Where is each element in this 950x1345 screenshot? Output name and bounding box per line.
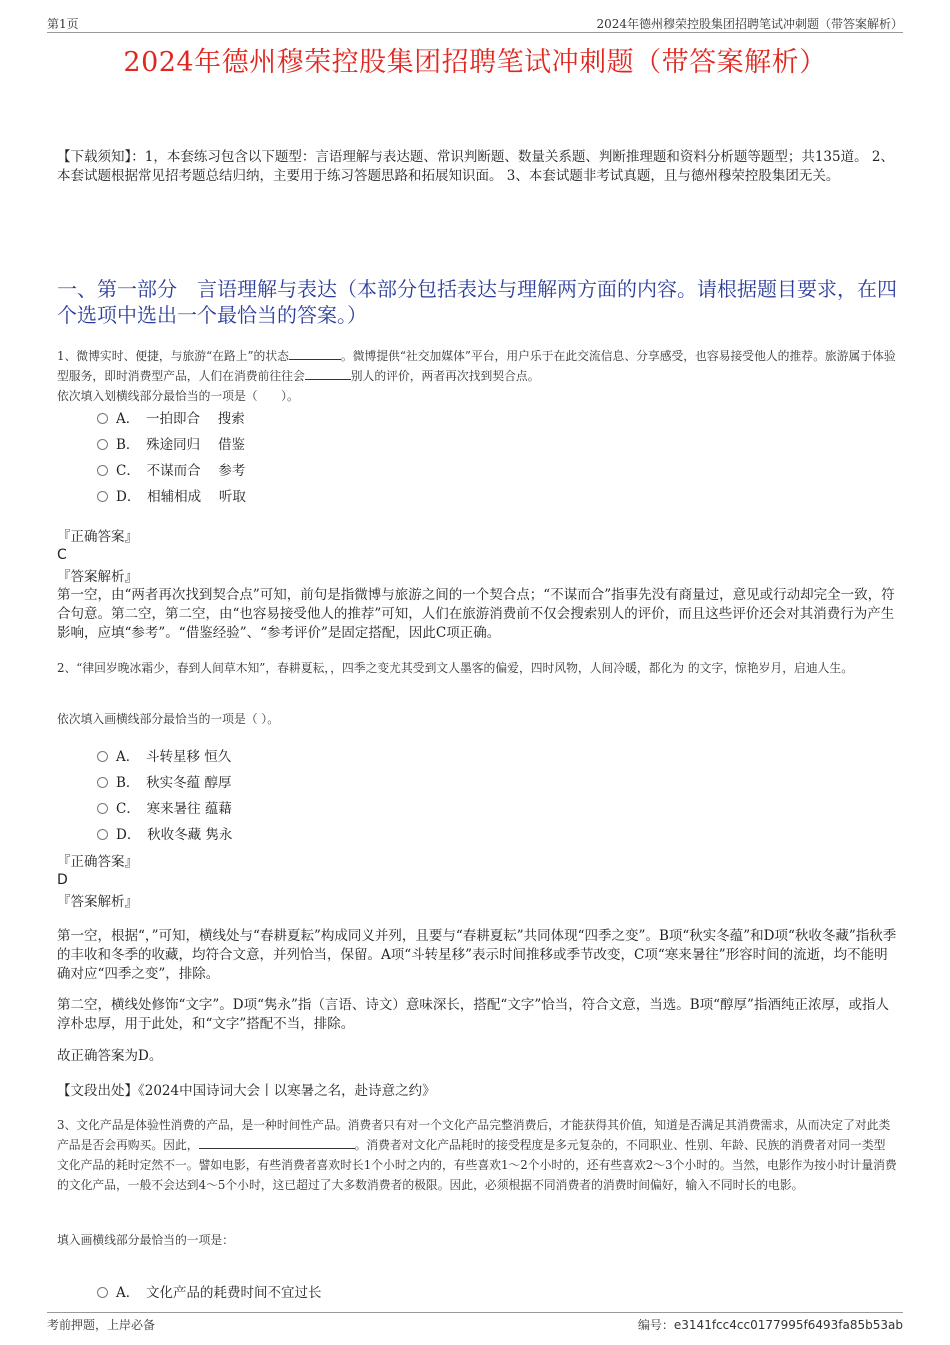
question-2-analysis-3: 故正确答案为D。 (57, 1048, 163, 1064)
question-3-blank (199, 1136, 355, 1149)
question-1-text: 1、微博实时、便捷，与旅游“在路上”的状态 。微博提供“社交加媒体”平台，用户乐于在此交流信息、分享感受，也容易接受他人的推荐。旅游属于体验型服务，即时消费型产品，人们在消费前往往会 别人的评价，两者再次找到契合点。 (57, 349, 896, 383)
radio-icon[interactable] (97, 491, 108, 502)
question-3-text: 3、文化产品是体验性消费的产品，是一种时间性产品。消费者只有对一个文化产品完整消费后，才能获得其价值，知道是否满足其消费需求，从而决定了对此类产品是否会再购买。因此， 。消费者对文化产品耗时的接受程度是多元复杂的，不同职业、性别、年龄、民族的消费者对同一类型文化产品的耗时定然不一。譬如电影，有些消费者喜欢时长1个小时之内的，有些喜欢1～2个小时的，还有些喜欢2～3个小时的。当然，电影作为按小时计量消费的文化产品，一般不会达到4～5个小时，这已超过了大多数消费者的极限。因此，必须根据不同消费者的消费时间偏好，输入不同时长的电影。 (57, 1118, 897, 1192)
question-1-option-a[interactable]: A． 一拍即合 搜索 (97, 409, 245, 429)
footer-code: 编号：e3141fcc4cc0177995f6493fa85b53ab (637, 1318, 903, 1332)
question-1-option-c[interactable]: C． 不谋而合 参考 (97, 461, 245, 481)
header-doc-title: 2024年德州穆荣控股集团招聘笔试冲刺题（带答案解析） (596, 17, 903, 31)
question-3-option-a[interactable]: A． 文化产品的耗费时间不宜过长 (97, 1283, 322, 1303)
question-2-option-c[interactable]: C． 寒来暑往 蕴藉 (97, 799, 232, 819)
page-header (47, 12, 903, 33)
question-1-blank-1 (289, 347, 341, 360)
radio-icon[interactable] (97, 803, 108, 814)
question-2-answer: D (57, 872, 68, 888)
question-2-answer-label: 『正确答案』 (57, 854, 138, 870)
question-2-option-a[interactable]: A． 斗转星移 恒久 (97, 747, 231, 767)
question-1-option-b[interactable]: B． 殊途同归 借鉴 (97, 435, 245, 455)
question-2-source: 【文段出处】《2024中国诗词大会丨以寒暑之名，赴诗意之约》 (57, 1083, 436, 1099)
radio-icon[interactable] (97, 465, 108, 476)
question-3-prompt: 填入画横线部分最恰当的一项是： (57, 1233, 234, 1247)
radio-icon[interactable] (97, 1287, 108, 1298)
footer-slogan: 考前押题，上岸必备 (47, 1318, 156, 1332)
question-1-answer: C (57, 547, 67, 563)
radio-icon[interactable] (97, 413, 108, 424)
question-2-analysis-2: 第二空，横线处修饰“文字”。D项“隽永”指（言语、诗文）意味深长，搭配“文字”恰当，符合文意，当选。B项“醇厚”指酒纯正浓厚，或指人淳朴忠厚，用于此处，和“文字”搭配不当，排除。 (57, 997, 889, 1032)
question-1-analysis: 第一空，由“两者再次找到契合点”可知，前句是指微博与旅游之间的一个契合点；“不谋而合”指事先没有商量过，意见或行动却完全一致，符合句意。第二空，第二空，由“也容易接受他人的推荐”可知，人们在旅游消费前不仅会搜索别人的评价，而且这些评价还会对其消费行为产生影响，应填“参考”。“借鉴经验”、“参考评价”是固定搭配，因此C项正确。 (57, 587, 895, 641)
page-number: 第1页 (47, 17, 79, 31)
radio-icon[interactable] (97, 829, 108, 840)
page-footer (47, 1312, 903, 1333)
question-1-answer-label: 『正确答案』 (57, 529, 138, 545)
question-2-text: 2、“律回岁晚冰霜少，春到人间草木知”，春耕夏耘，，四季之变尤其受到文人墨客的偏爱，四时风物，人间冷暖，都化为 的文字，惊艳岁月，启迪人生。 (57, 661, 854, 675)
question-2-option-d[interactable]: D． 秋收冬藏 隽永 (97, 825, 232, 845)
document-title: 2024年德州穆荣控股集团招聘笔试冲刺题（带答案解析） (123, 47, 827, 78)
question-1-prompt: 依次填入划横线部分最恰当的一项是（ ）。 (57, 389, 299, 403)
download-notice: 【下载须知】：1，本套练习包含以下题型：言语理解与表达题、常识判断题、数量关系题、判断推理题和资料分析题等题型；共135道。 2、本套试题根据常见招考题总结归纳，主要用于练习答题思路和拓展知识面。 3、本套试题非考试真题，且与德州穆荣控股集团无关。 (57, 149, 894, 184)
question-2-analysis-1: 第一空，根据“，”可知，横线处与“春耕夏耘”构成同义并列，且要与“春耕夏耘”共同体现“四季之变”。B项“秋实冬蕴”和D项“秋收冬藏”指秋季的丰收和冬季的收藏，均符合文意，并列恰当，保留。A项“斗转星移”表示时间推移或季节改变，C项“寒来暑往”形容时间的流逝，均不能明确对应“四季之变”，排除。 (57, 928, 897, 982)
question-2-option-b[interactable]: B． 秋实冬蕴 醇厚 (97, 773, 231, 793)
question-1-option-d[interactable]: D． 相辅相成 听取 (97, 487, 246, 507)
radio-icon[interactable] (97, 751, 108, 762)
radio-icon[interactable] (97, 439, 108, 450)
question-1-blank-2 (305, 367, 351, 380)
question-2-prompt: 依次填入画横线部分最恰当的一项是（ ）。 (57, 712, 279, 726)
question-2-analysis-label: 『答案解析』 (57, 894, 138, 910)
radio-icon[interactable] (97, 777, 108, 788)
section-heading: 一、第一部分 言语理解与表达（本部分包括表达与理解两方面的内容。请根据题目要求，在四个选项中选出一个最恰当的答案。） (57, 277, 897, 327)
question-1-analysis-label: 『答案解析』 (57, 569, 138, 585)
